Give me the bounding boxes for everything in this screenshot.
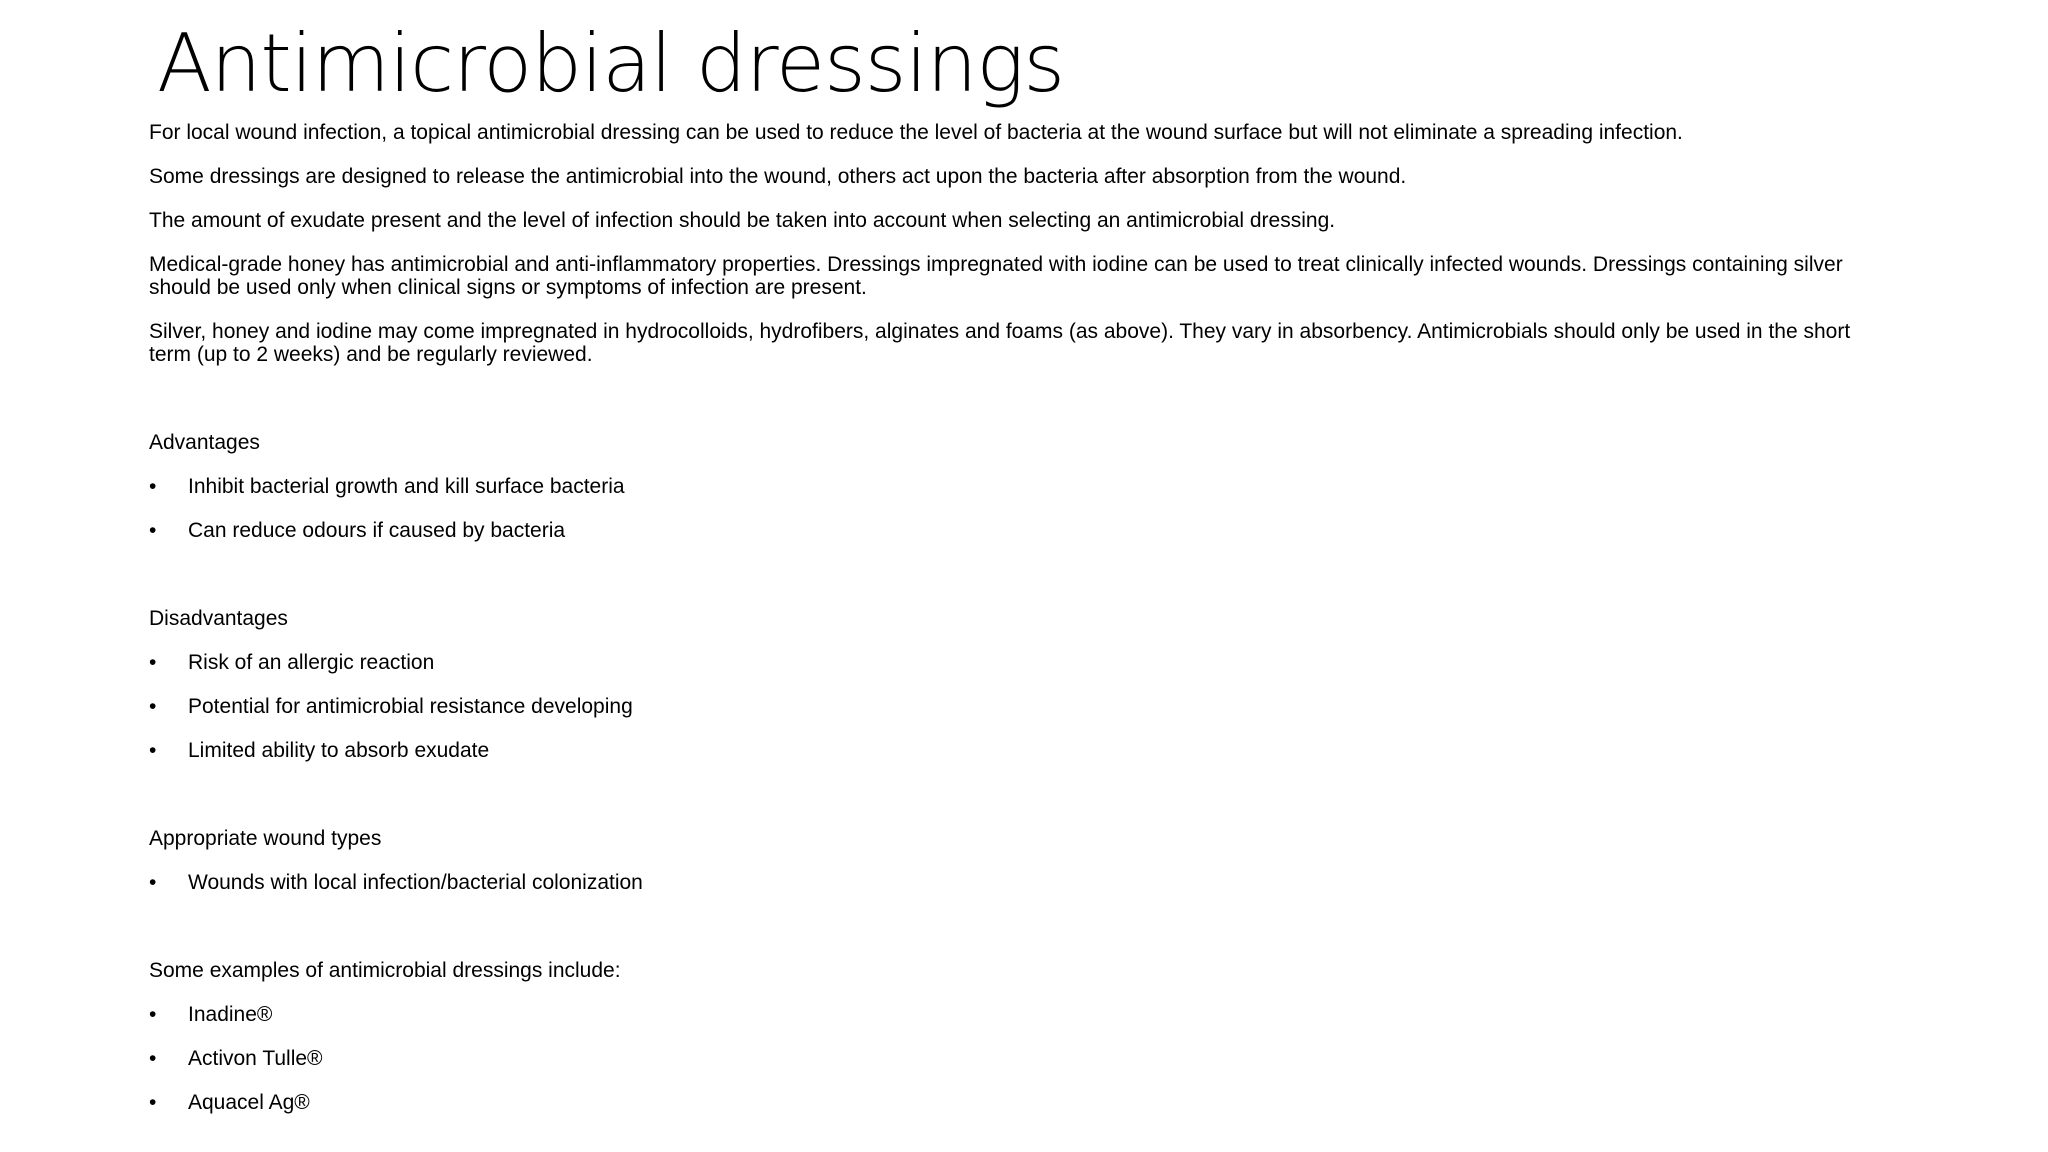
bullet-glyph: • bbox=[149, 651, 157, 674]
bullet-glyph: • bbox=[149, 1091, 157, 1114]
advantages-heading: Advantages bbox=[149, 431, 260, 454]
bullet-glyph: • bbox=[149, 871, 157, 894]
disadvantages-list bbox=[149, 651, 1889, 762]
bullet-glyph: • bbox=[149, 695, 157, 718]
list-item bbox=[149, 1091, 1889, 1114]
list-item-text: Risk of an allergic reaction bbox=[188, 651, 435, 674]
disadvantages-section bbox=[149, 607, 1889, 762]
bullet-glyph: • bbox=[149, 1003, 157, 1026]
list-item-text: Potential for antimicrobial resistance developing bbox=[188, 695, 633, 718]
exudate-paragraph: The amount of exudate present and the level of infection should be taken into account when selecting an antimicrobial dressing. bbox=[149, 209, 1336, 232]
impregnation-paragraph: Silver, honey and iodine may come impregnated in hydrocolloids, hydrofibers, alginates and foams (as above). They vary in absorbency. Antimicrobials should only be used in the short term (up to 2 weeks) and be regularly reviewed. bbox=[149, 320, 1851, 366]
list-item-text: Inadine® bbox=[188, 1003, 273, 1026]
slide-title: Antimicrobial dressings bbox=[157, 17, 1065, 110]
wound-types-heading: Appropriate wound types bbox=[149, 827, 382, 850]
advantages-section bbox=[149, 431, 1889, 542]
examples-section bbox=[149, 959, 1889, 1114]
examples-list bbox=[149, 1003, 1889, 1114]
examples-heading: Some examples of antimicrobial dressings include: bbox=[149, 959, 621, 982]
intro-paragraph: For local wound infection, a topical antimicrobial dressing can be used to reduce the level of bacteria at the wound surface but will not eliminate a spreading infection. bbox=[149, 121, 1683, 144]
list-item bbox=[149, 695, 1889, 718]
list-item-text: Can reduce odours if caused by bacteria bbox=[188, 519, 566, 542]
list-item-text: Limited ability to absorb exudate bbox=[188, 739, 490, 762]
list-item bbox=[149, 871, 1889, 894]
list-item-text: Activon Tulle® bbox=[188, 1047, 323, 1070]
release-paragraph: Some dressings are designed to release the antimicrobial into the wound, others act upon the bacteria after absorption from the wound. bbox=[149, 165, 1407, 188]
spacer bbox=[149, 783, 1889, 827]
spacer bbox=[149, 563, 1889, 607]
wound-types-section bbox=[149, 827, 1889, 894]
list-item-text: Wounds with local infection/bacterial colonization bbox=[188, 871, 643, 894]
list-item bbox=[149, 739, 1889, 762]
list-item bbox=[149, 475, 1889, 498]
spacer bbox=[149, 915, 1889, 959]
honey-iodine-silver-paragraph: Medical-grade honey has antimicrobial and anti-inflammatory properties. Dressings impregnated with iodine can be used to treat clinically infected wounds. Dressings containing silver should be used only when clinical signs or symptoms of infection are present. bbox=[149, 253, 1843, 299]
bullet-glyph: • bbox=[149, 519, 157, 542]
advantages-list bbox=[149, 475, 1889, 542]
bullet-glyph: • bbox=[149, 475, 157, 498]
bullet-glyph: • bbox=[149, 739, 157, 762]
list-item bbox=[149, 519, 1889, 542]
list-item-text: Aquacel Ag® bbox=[188, 1091, 310, 1114]
disadvantages-heading: Disadvantages bbox=[149, 607, 288, 630]
list-item bbox=[149, 1003, 1889, 1026]
spacer bbox=[149, 387, 1889, 431]
list-item-text: Inhibit bacterial growth and kill surface bacteria bbox=[188, 475, 625, 498]
slide-body bbox=[149, 121, 1889, 1135]
list-item bbox=[149, 651, 1889, 674]
bullet-glyph: • bbox=[149, 1047, 157, 1070]
wound-types-list bbox=[149, 871, 1889, 894]
list-item bbox=[149, 1047, 1889, 1070]
